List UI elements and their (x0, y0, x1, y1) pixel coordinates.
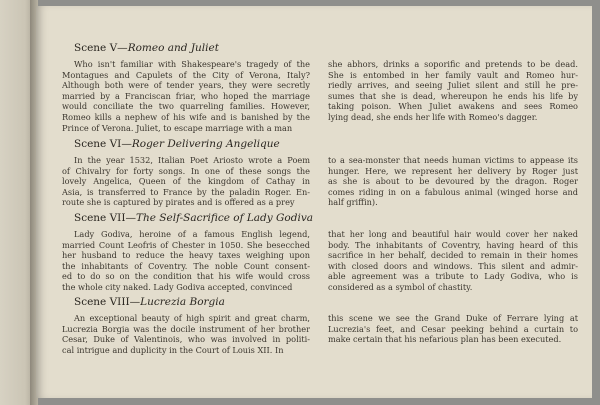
text-line: cal intrigue and duplicity in the Court of Louis XII. In (62, 344, 284, 355)
scene-heading (74, 138, 578, 150)
scene-text-left-column (62, 59, 310, 133)
scene-lucrezia-borgia (62, 296, 578, 355)
scene-number: Scene VII— (74, 212, 136, 224)
scene-lady-godiva (62, 212, 578, 293)
text-line: half griffin). (328, 197, 378, 208)
scene-roger-delivering-angelique (62, 138, 578, 208)
scene-number: Scene V— (74, 42, 128, 54)
text-line: able agreement was a tribute to Lady Godiva, who is (328, 271, 578, 282)
text-line: the whole city naked. Lady Godiva accepted, convinced (62, 281, 293, 292)
scene-title: Lucrezia Borgia (140, 296, 225, 308)
text-line: Cesar, Duke of Valentinois, who was involved in politi- (62, 334, 310, 345)
scene-text-right-column (328, 59, 578, 133)
scene-text-left-column (62, 313, 310, 355)
text-line: considered as a symbol of chastity. (328, 281, 473, 292)
text-line: Although both were of tender years, they were secretly (62, 80, 310, 91)
text-line: Lucrezia's feet, and Cesar peeking behind a curtain to (328, 323, 578, 334)
text-line: her husband to reduce the heavy taxes weighing upon (62, 250, 310, 261)
text-line: She is entombed in her family vault and Romeo hur- (328, 69, 578, 80)
text-line: married by a Franciscan friar, who hoped the marriage (62, 90, 310, 101)
text-line: Lady Godiva, heroine of a famous English legend, (74, 229, 310, 239)
text-line: Montagues and Capulets of the City of Verona, Italy? (62, 69, 310, 80)
text-line: of Chivalry for forty songs. In one of these songs the (62, 165, 310, 176)
scene-number: Scene VIII— (74, 296, 141, 308)
text-line: Asia, is transferred to France by the paladin Roger. En- (62, 186, 310, 197)
text-line: she abhors, drinks a soporific and pretends to be dead. (328, 59, 578, 69)
text-line: ed to do so on the condition that his wife would cross (62, 271, 310, 282)
text-line: Romeo kills a nephew of his wife and is banished by the (62, 111, 310, 122)
text-line: lovely Angelica, Queen of the kingdom of Cathay in (62, 176, 310, 187)
scene-title: The Self-Sacrifice of Lady Godiva (135, 212, 314, 224)
scene-romeo-and-juliet (62, 42, 578, 133)
text-line: to a sea-monster that needs human victims to appease its (328, 155, 578, 165)
text-line: Lucrezia Borgia was the docile instrument of her brother (62, 323, 310, 334)
text-line: sacrifice in her behalf, decided to remain in their homes (328, 250, 578, 261)
scene-text-left-column (62, 155, 310, 208)
text-line: married Count Leofris of Chester in 1050. She besecched (62, 239, 310, 250)
text-line: this scene we see the Grand Duke of Ferrare lying at (328, 313, 578, 323)
text-line: taking poison. When Juliet awakens and sees Romeo (328, 101, 578, 112)
text-line: body. The inhabitants of Coventry, having heard of this (328, 239, 578, 250)
text-line: the inhabitants of Coventry. The noble Count consent- (62, 260, 310, 271)
scene-heading (74, 296, 578, 308)
text-line: with closed doors and windows. This silent and admir- (328, 260, 578, 271)
scene-heading (74, 42, 578, 54)
scene-text-right-column (328, 313, 578, 355)
text-line: comes riding in on a fabulous animal (winged horse and (328, 186, 578, 197)
scene-title: Roger Delivering Angelique (131, 138, 280, 150)
text-line: Prince of Verona. Juliet, to escape marriage with a man (62, 122, 293, 133)
scene-text-left-column (62, 229, 310, 293)
scene-text-right-column (328, 229, 578, 293)
text-line: would conciliate the two quarreling families. However, (62, 101, 310, 112)
text-line: hunger. Here, we represent her delivery by Roger just (328, 165, 578, 176)
text-line: as she is about to be devoured by the dragon. Roger (328, 176, 578, 187)
text-line: make certain that his nefarious plan has been executed. (328, 334, 562, 345)
scene-heading (74, 212, 578, 224)
text-line: lying dead, she ends her life with Romeo's dagger. (328, 111, 538, 122)
scene-number: Scene VI— (74, 138, 132, 150)
text-line: that her long and beautiful hair would cover her naked (328, 229, 578, 239)
text-line: Who isn't familiar with Shakespeare's tragedy of the (74, 59, 310, 69)
text-line: route she is captured by pirates and is offered as a prey (62, 197, 295, 208)
text-line: riedly arrives, and seeing Juliet silent and still he pre- (328, 80, 578, 91)
scene-text-right-column (328, 155, 578, 208)
text-line: In the year 1532, Italian Poet Ariosto wrote a Poem (74, 155, 310, 165)
text-line: sumes that she is dead, whereupon he ends his life by (328, 90, 578, 101)
scene-title: Romeo and Juliet (127, 42, 219, 54)
text-line: An exceptional beauty of high spirit and great charm, (74, 313, 310, 323)
